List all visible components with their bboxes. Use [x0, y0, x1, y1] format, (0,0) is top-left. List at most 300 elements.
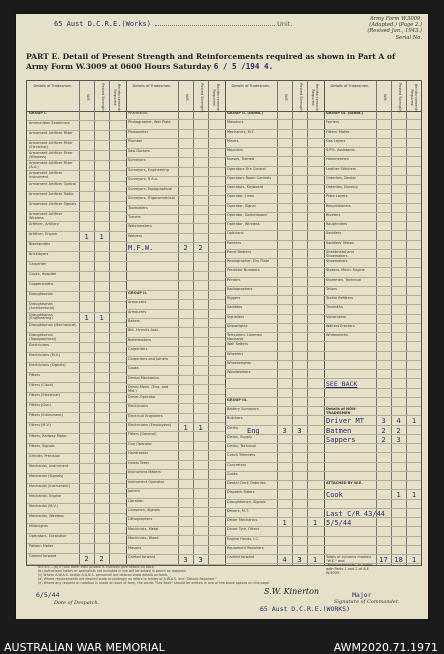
posted-value: 2	[396, 425, 401, 435]
table-row	[225, 453, 324, 462]
header-details: Details of Tradesmen.	[132, 84, 172, 88]
trade-label: Driver Mechanics	[227, 518, 258, 522]
table-row	[324, 361, 421, 370]
trade-label: Signallers	[227, 314, 245, 319]
trade-label: Operator, Wireless	[227, 222, 260, 226]
carried-forward-label: Totals of columns marked "W.E." and "Reinforcements" to agree with Parts 1 and 2 of A.F. W.3009.	[326, 555, 373, 575]
table-row	[324, 500, 421, 509]
trade-label: Fitters' Mates	[326, 129, 350, 134]
table-row	[225, 278, 324, 287]
table-row	[225, 490, 324, 499]
note-line: (d) Where replacements are desired state accordingly as refers to trades of A.W.A.S. and "Details Required."	[38, 576, 217, 581]
trade-label: Surveyors, Trigonometrical	[128, 196, 175, 201]
table-row	[126, 357, 225, 366]
table-row	[324, 278, 421, 287]
trade-label: Dental Mechanics	[128, 375, 160, 380]
trade-label: Battery Surveyors	[227, 407, 259, 411]
table-row	[126, 404, 225, 413]
table-row	[324, 167, 421, 176]
trade-label: Saddlers' Mates	[326, 240, 354, 245]
trade-label: Lithographers	[128, 517, 153, 522]
trade-label: Butchers	[227, 416, 243, 421]
handwritten-entry: Batmen	[326, 426, 352, 435]
group-heading: Details of NON-TRADESMEN	[326, 407, 357, 415]
trade-label: Orderlies, Dental	[326, 175, 356, 180]
trade-label: Draughtsman (Engineering)	[29, 312, 53, 321]
table-row	[27, 131, 126, 141]
posted-value: 3	[297, 555, 302, 564]
trade-label: Printers	[227, 277, 241, 282]
trade-label: Cooks	[227, 471, 238, 476]
form-ref-line: (Revised Jan., 1943.)	[367, 28, 422, 35]
trade-label: Hammermen	[326, 157, 349, 162]
trade-label: Armament Artificer Fitter (Wireless)	[29, 151, 73, 160]
trade-label: Driver-Mech. (Eng. and Mid.)	[128, 385, 169, 394]
trade-label: Masseurs	[227, 120, 244, 125]
posted-value: 1	[396, 490, 401, 500]
table-row	[126, 527, 225, 536]
trade-label: Draughtsman (Architectural)	[29, 302, 55, 311]
trade-label: Hoists Taker	[128, 460, 150, 465]
table-row	[126, 319, 225, 328]
table-row	[225, 167, 324, 176]
table-row	[27, 534, 126, 544]
table-row	[27, 413, 126, 423]
table-row	[324, 426, 421, 435]
trade-label: Electricians	[128, 404, 149, 409]
table-row	[324, 555, 421, 575]
trade-label: Riveters	[326, 212, 341, 217]
trade-label: Engine Hands, I.C.	[227, 536, 260, 541]
table-row	[126, 366, 225, 375]
carried-forward-label: Carried forward	[227, 555, 255, 559]
trade-label: Painters	[227, 240, 242, 245]
table-row	[27, 514, 126, 524]
table-row	[324, 407, 421, 416]
note-line: (c) Where A.W.A.S. and/or A.A.N.S. personnel are desired show details on back.	[38, 572, 169, 577]
trade-label: Bkt. Hyrnd's Asst.	[128, 328, 159, 333]
trade-label: Armament Artificer Optical	[29, 181, 76, 186]
trade-label: Gun Operator	[128, 441, 152, 446]
trade-label: Linesmen, Signals	[128, 508, 160, 513]
table-row	[225, 324, 324, 333]
trade-label: Artificer, Engine	[29, 231, 58, 236]
trade-label: Saddlers	[326, 231, 342, 236]
header-reinf: Reinforcements Required.	[311, 83, 319, 113]
table-row	[225, 416, 324, 425]
table-row	[225, 444, 324, 453]
heading-date: 6 / 5 /194 4.	[213, 62, 274, 71]
table-row	[126, 395, 225, 404]
handwritten-entry: Cook	[326, 491, 343, 500]
trade-label: Equipment Repairers	[227, 545, 264, 550]
table-row	[225, 407, 324, 416]
table-row	[225, 305, 324, 314]
trade-label: Surveyors, Topographical	[128, 186, 173, 191]
trade-label: Fitters (Instrument)	[29, 413, 63, 418]
table-row	[27, 494, 126, 504]
posted-value: 1	[99, 231, 104, 241]
trade-label: Fitters	[29, 373, 40, 378]
table-row	[126, 517, 225, 526]
trade-label: S.P.G. Assistants	[326, 148, 355, 152]
table-row	[324, 148, 421, 157]
trade-label: Stokers, Mech. Engine	[326, 268, 365, 273]
trade-label: Plumber	[128, 139, 143, 144]
trade-label: Artificer, Artillery	[29, 221, 59, 226]
header-ws: W.E.	[86, 94, 90, 102]
trade-label: Plate Layers	[326, 194, 348, 199]
table-row	[324, 490, 421, 499]
ws-value: 1	[282, 518, 287, 527]
header-ws: W.E.	[383, 94, 387, 102]
trade-label: Fitters (M.V.)	[29, 423, 51, 428]
trade-label: Wheelwrights	[227, 360, 251, 365]
table-row	[225, 222, 324, 231]
caption-institution: AUSTRALIAN WAR MEMORIAL	[4, 641, 165, 654]
table-row	[225, 546, 324, 555]
table-row	[225, 176, 324, 185]
notes	[38, 566, 398, 586]
trade-label: Shipwrights	[227, 323, 248, 328]
trade-label: Operators Fire Control	[227, 166, 266, 171]
reinf-value: 1	[411, 490, 417, 500]
table-row	[225, 130, 324, 139]
ws-value: 1	[84, 231, 89, 241]
table-row	[324, 518, 421, 527]
table-row	[324, 416, 421, 425]
table-row	[324, 453, 421, 462]
table-row	[225, 139, 324, 148]
table-row	[324, 472, 421, 481]
table-row	[27, 383, 126, 393]
table-row	[27, 454, 126, 464]
table-row	[27, 474, 126, 484]
table-row	[27, 464, 126, 474]
despatch-date: 6/5/44	[36, 591, 60, 599]
table-row	[225, 342, 324, 351]
trade-label: Carpenters and Joiners	[128, 356, 168, 361]
trade-label: Armament Artificer Signals	[29, 201, 77, 206]
trade-label: Joiners	[128, 489, 140, 494]
table-row	[27, 282, 126, 292]
trade-label: Mechanics, M.T.	[227, 129, 255, 134]
reinf-value: 1	[411, 555, 417, 564]
table-row	[27, 202, 126, 212]
header-ws: W.E.	[185, 94, 189, 102]
table-row	[126, 499, 225, 508]
table-row	[324, 305, 421, 314]
table-row	[225, 509, 324, 518]
column-header	[27, 81, 126, 112]
trade-label: Draughtsman	[29, 292, 53, 297]
trade-label: Clerks	[227, 425, 238, 430]
trade-label: Operator, Signal	[227, 203, 256, 208]
trade-label: Driver Tyre, Fitters	[227, 527, 260, 532]
trade-label: Saddlers	[227, 305, 243, 310]
trade-label: Fitters (General)	[128, 432, 157, 437]
table-row	[126, 310, 225, 319]
table-row	[324, 352, 421, 361]
trade-label: Draughtsmen, Signals	[227, 499, 266, 504]
signature-label: Signature of Commander.	[334, 599, 400, 605]
table-row	[126, 168, 225, 177]
trade-label: Cooks, Hospital	[29, 272, 57, 277]
trade-label: Bricklayers	[29, 252, 49, 257]
trade-label: Hairdresser	[128, 451, 149, 456]
table-row	[324, 296, 421, 305]
ws-value: 4	[282, 555, 287, 564]
table-row	[324, 130, 421, 139]
table-column	[27, 81, 127, 565]
trade-label: Wheelers	[227, 351, 244, 356]
table-row	[324, 231, 421, 240]
handwritten-entry: Last C/R 43/44	[326, 509, 386, 518]
table-row	[324, 176, 421, 185]
table-row	[126, 338, 225, 347]
table-row	[225, 315, 324, 324]
trade-label: Armourers	[128, 300, 147, 305]
table-row	[324, 185, 421, 194]
trade-label: Driver-Operator	[128, 394, 156, 399]
despatch-date-label: Date of Despatch.	[54, 600, 100, 606]
table-row	[126, 253, 225, 262]
ws-value: 3	[183, 555, 188, 565]
table-row	[324, 268, 421, 277]
form-ref-line: Serial No.	[395, 34, 422, 41]
group-heading: GROUP III. (contd.)	[326, 111, 364, 115]
trade-label: Masons	[128, 545, 142, 550]
header-reinf: Reinforcements Required.	[113, 83, 121, 113]
trade-label: Coach Trimmers	[227, 453, 256, 458]
table-column	[225, 81, 325, 565]
table-row	[126, 461, 225, 470]
trade-label: Mechanist, Engine	[29, 493, 62, 498]
ws-value: 2	[381, 425, 386, 435]
form-reference	[367, 16, 422, 41]
table-row	[324, 444, 421, 453]
unit-underline	[155, 25, 275, 26]
trade-label: Woodworkers	[227, 370, 251, 374]
posted-value: 2	[198, 243, 203, 253]
table-row	[27, 504, 126, 514]
trade-label: Boilermakers	[128, 337, 151, 342]
table-row	[126, 480, 225, 489]
ws-value: 2	[183, 243, 188, 253]
trade-label: Surveyors	[128, 158, 146, 163]
trade-label: Roughriders	[326, 222, 348, 226]
trade-label: Gas Layers	[326, 138, 346, 143]
table-row	[225, 518, 324, 527]
trade-label: Watchmakers	[128, 224, 152, 229]
table-row	[225, 481, 324, 490]
table-row	[225, 259, 324, 268]
table-row	[225, 472, 324, 481]
trade-label: Instrument Operator	[128, 479, 165, 484]
table-row	[126, 546, 225, 555]
trade-label: Pharmacist	[128, 111, 148, 115]
table-row	[126, 300, 225, 309]
table-row	[324, 204, 421, 213]
table-row	[324, 194, 421, 203]
table-row	[225, 157, 324, 166]
posted-value: 1	[198, 422, 203, 432]
table-row	[225, 333, 324, 342]
table-row	[225, 148, 324, 157]
table-row	[27, 353, 126, 363]
trade-label: Armament Artificer Fitter	[29, 131, 73, 136]
trade-label: Dental Clerk Orderlies	[227, 481, 266, 485]
table-row	[27, 333, 126, 343]
table-row	[126, 536, 225, 545]
table-row	[27, 524, 126, 534]
table-row	[225, 555, 324, 564]
table-row	[126, 385, 225, 394]
table-row	[225, 204, 324, 213]
trade-label: Storemen, Technical	[326, 277, 362, 282]
table-row	[225, 463, 324, 472]
trade-label: Electricians (Employees)	[128, 422, 172, 427]
group-heading: GROUP II.	[128, 290, 148, 295]
form-page	[16, 14, 428, 619]
reinf-value: 1	[312, 555, 318, 564]
table-column	[324, 81, 421, 575]
note-line: (e) Where any request or notation is made on back of form, the words "See Back" should be written in one of the blank spaces on this page.	[38, 580, 270, 585]
table-row	[126, 243, 225, 252]
archive-caption	[0, 619, 444, 653]
trade-label: Draughtsman (Topographical)	[29, 332, 57, 341]
trade-label: Coppersmiths	[29, 282, 54, 287]
table-row	[126, 215, 225, 224]
table-row	[225, 527, 324, 536]
table-row	[126, 196, 225, 205]
table-row	[324, 287, 421, 296]
header-details: Details of Tradesmen.	[33, 84, 73, 88]
table-row	[225, 435, 324, 444]
table-row	[126, 177, 225, 186]
footer-unit: 65 Aust D.C.R.E.(WORKS)	[260, 605, 351, 613]
table-row	[324, 527, 421, 536]
table-row	[27, 373, 126, 383]
table-row	[324, 379, 421, 388]
handwritten-entry: M.F.W.	[128, 244, 154, 253]
table-row	[126, 224, 225, 233]
trade-label: Telecomm. Lineman Mechanic	[227, 333, 262, 341]
header-posted: Posted Strength.	[101, 83, 105, 113]
handwritten-entry: Eng	[247, 426, 260, 435]
posted-value: 3	[198, 555, 203, 565]
table-row	[126, 281, 225, 290]
table-row	[225, 500, 324, 509]
table-row	[126, 442, 225, 451]
trade-label: Electricians (M.V.)	[29, 352, 61, 357]
commander-signature: S.W. Kinerton	[264, 587, 320, 596]
table-row	[324, 241, 421, 250]
trade-label: Opticians	[227, 231, 244, 236]
table-row	[126, 206, 225, 215]
posted-value: 3	[297, 425, 302, 435]
posted-value: 3	[396, 434, 401, 444]
carried-forward-label: Carried forward	[29, 554, 57, 559]
header-posted: Posted Strength.	[398, 83, 402, 113]
reinf-value: 1	[411, 416, 417, 426]
table-row	[324, 333, 421, 342]
unit-field	[54, 20, 292, 28]
handwritten-entry: SEE BACK	[326, 380, 358, 389]
trade-label: Orderlies, Nursing	[326, 185, 358, 189]
trade-label: Requisitioners	[326, 203, 351, 208]
trade-label: Leather Stitchers	[326, 166, 356, 171]
trade-label: Armament Artificer Wireless	[29, 211, 63, 220]
table-row	[324, 315, 421, 324]
table-row	[126, 139, 225, 148]
table-row	[225, 241, 324, 250]
trade-label: Armament Artificer Radio	[29, 191, 74, 196]
table-row	[27, 151, 126, 161]
table-row	[27, 121, 126, 131]
trade-label: Fitters, Railway Motor	[29, 433, 67, 438]
trade-label: Machinists, Metal	[128, 526, 159, 531]
table-row	[27, 182, 126, 192]
table-row	[27, 242, 126, 252]
trade-label: Sheetmetal and Shoemakers	[326, 249, 354, 258]
table-row	[27, 292, 126, 302]
table-row	[225, 398, 324, 407]
unit-name: 65 Aust D.C.R.E.(Works)	[54, 20, 151, 28]
table-row	[225, 120, 324, 129]
table-row	[225, 426, 324, 435]
table-column	[126, 81, 226, 565]
trade-label: Tinsmiths	[326, 305, 343, 310]
trade-label: Nurses, Trained	[227, 157, 255, 162]
table-row	[27, 272, 126, 282]
ws-value: 3	[381, 416, 386, 426]
table-row	[324, 324, 421, 333]
table-row	[225, 268, 324, 277]
group-heading: GROUP II. (contd.)	[227, 111, 263, 115]
table-row	[27, 544, 126, 554]
trade-label: Surveyors, Engineering	[128, 167, 169, 172]
part-heading	[26, 52, 418, 72]
trade-label: Operators, Keyboard	[227, 185, 264, 189]
table-row	[27, 323, 126, 333]
trade-label: Waiters Erectors	[326, 323, 355, 328]
header-posted: Posted Strength.	[200, 83, 204, 113]
header-details: Details of Tradesmen.	[231, 84, 271, 88]
table-row	[27, 363, 126, 373]
trade-label: Blacksmiths	[29, 242, 51, 247]
table-row	[27, 171, 126, 181]
caption-accession: AWM2020.71.1971	[333, 641, 438, 654]
table-row	[126, 423, 225, 432]
trade-label: Fitters (Electrical)	[29, 393, 60, 398]
trade-label: Bakers	[128, 318, 140, 323]
table-row	[126, 234, 225, 243]
table-row	[27, 302, 126, 312]
trade-label: Photowriter	[128, 129, 149, 134]
table-row	[27, 444, 126, 454]
column-header	[126, 81, 225, 112]
group-heading: GROUP I.	[29, 111, 47, 115]
table-row	[324, 509, 421, 518]
trade-label: Turners	[128, 214, 141, 219]
commander-rank: Major	[352, 591, 372, 599]
table-row	[27, 313, 126, 323]
trade-label: Fitters (Clock)	[29, 383, 54, 388]
trade-label: Welders	[128, 233, 143, 238]
handwritten-entry: 5/5/44	[326, 519, 352, 527]
trade-label: Mechanist (Instrument)	[29, 483, 70, 488]
